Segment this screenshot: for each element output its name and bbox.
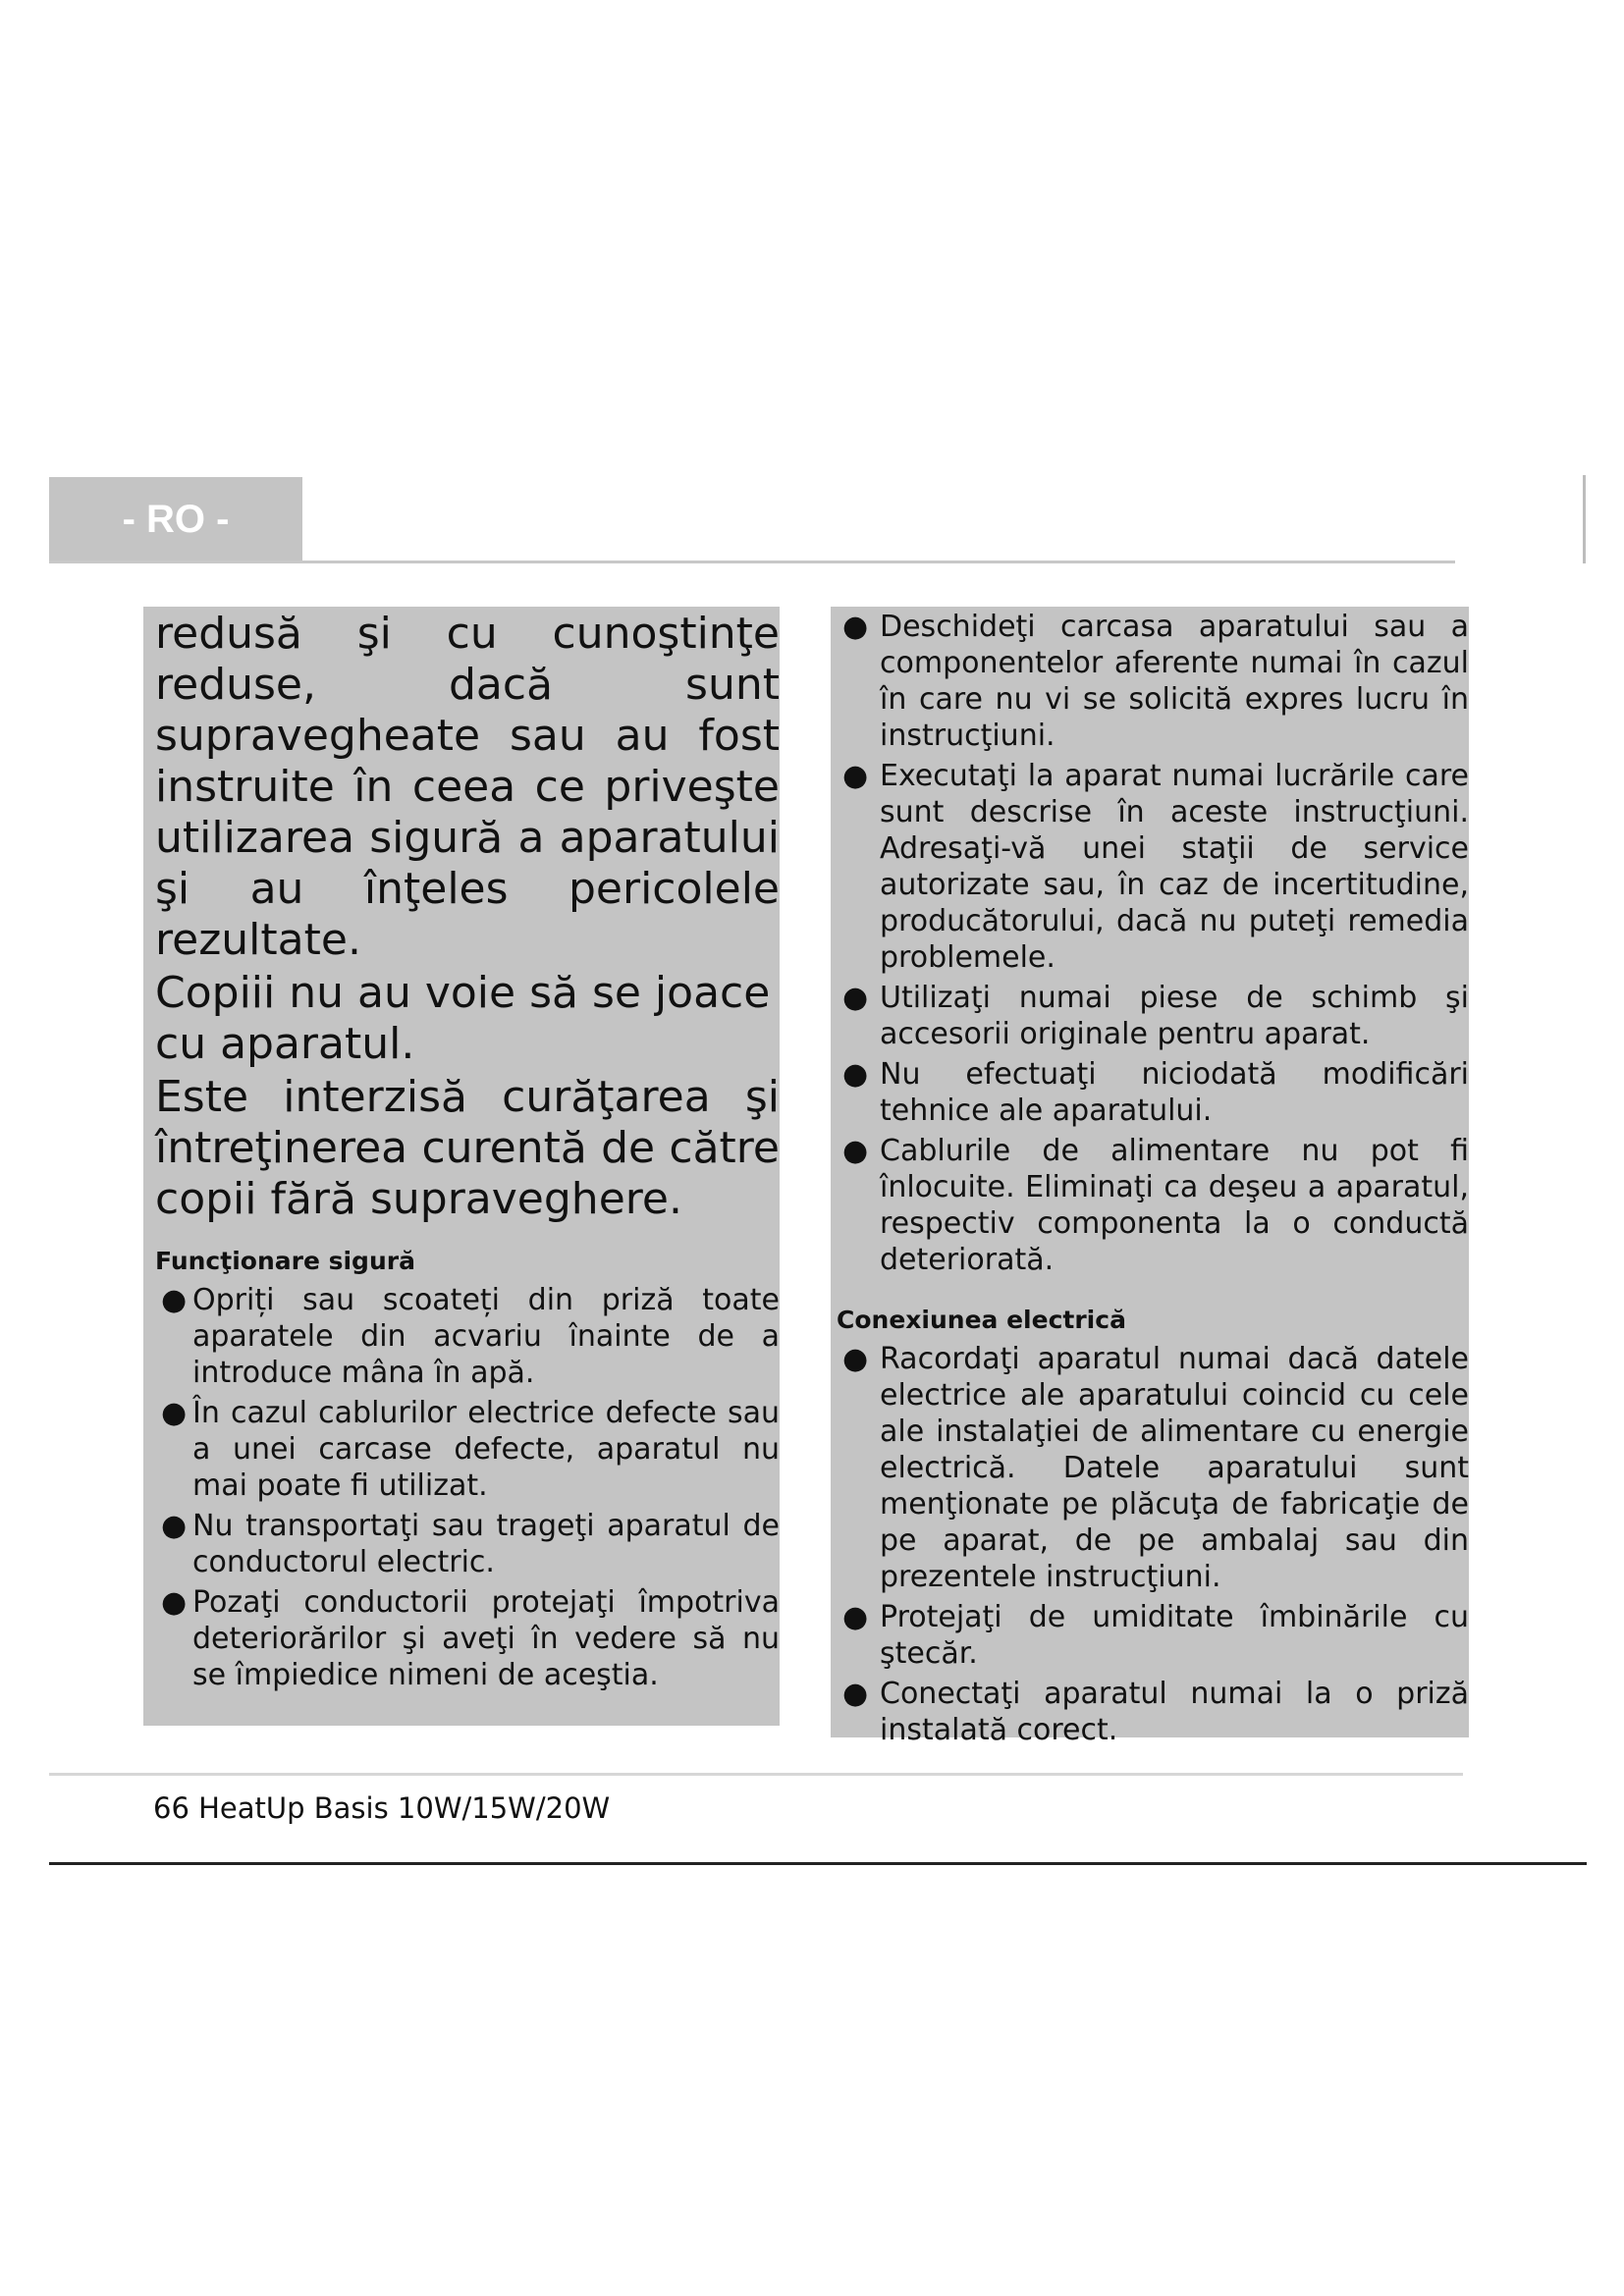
section-title-electrical-connection: Conexiunea electrică — [837, 1306, 1126, 1334]
list-item: ● Nu transportaţi sau trageţi aparatul de conductorul electric. — [161, 1509, 780, 1579]
list-item: ● Protejaţi de umiditate îmbinările cu ştecăr. — [842, 1600, 1469, 1671]
bullet-icon: ● — [842, 759, 869, 793]
bullet-icon: ● — [842, 1057, 869, 1092]
section-title-safe-operation: Funcţionare sigură — [155, 1247, 415, 1275]
bullet-icon: ● — [842, 1134, 869, 1168]
bullet-icon: ● — [161, 1509, 188, 1543]
bullet-icon: ● — [161, 1585, 188, 1620]
children-cleaning-paragraph: Este interzisă curăţarea şi întreţinerea curentă de către copii fără supraveghere. — [155, 1072, 780, 1224]
list-item: ● Executaţi la aparat numai lucrările care sunt descrise în aceste instrucţiuni. Adresaţi-vă unei staţii de service autorizate sau, în caz de incertitudine, producătorului, dacă nu puteţi remedia problemele. — [842, 759, 1469, 975]
bullet-icon: ● — [161, 1396, 188, 1430]
right-column — [831, 607, 1469, 1747]
list-item: ● Utilizaţi numai piese de schimb şi accesorii originale pentru aparat. — [842, 981, 1469, 1051]
bullet-icon: ● — [842, 981, 869, 1015]
safe-operation-list — [155, 1282, 780, 1693]
intro-paragraph: redusă şi cu cunoştinţe reduse, dacă sunt supravegheate sau au fost instruite în ceea ce priveşte utilizarea sigură a aparatului şi au înţeles pericolele rezultate. — [155, 609, 780, 965]
margin-mark — [1583, 475, 1586, 563]
general-safety-list — [837, 609, 1469, 1278]
language-tab: - RO - — [49, 477, 302, 561]
bullet-icon: ● — [842, 1677, 869, 1711]
bullet-icon: ● — [842, 1342, 869, 1376]
bullet-icon: ● — [161, 1283, 188, 1317]
list-item: ● Racordaţi aparatul numai dacă datele electrice ale aparatului coincid cu cele ale instalaţiei de alimentare cu energie electrică. Datele aparatului sunt menţionate pe plăcuţa de fabricaţie de pe aparat, de pe ambalaj sau din prezentele instrucţiuni. — [842, 1342, 1469, 1594]
children-play-paragraph: Copiii nu au voie să se joace cu aparatul. — [155, 968, 771, 1069]
list-item: ● Conectaţi aparatul numai la o priză instalată corect. — [842, 1677, 1469, 1747]
list-item: ● Nu efectuaţi niciodată modificări tehnice ale aparatului. — [842, 1057, 1469, 1128]
bullet-icon: ● — [842, 610, 869, 644]
footer-rule — [49, 1773, 1463, 1776]
list-item: ● Pozaţi conductorii protejaţi împotriva deteriorărilor şi aveţi în vedere să nu se împiedice nimeni de aceştia. — [161, 1585, 780, 1692]
list-item: ● Deschideţi carcasa aparatului sau a componentelor aferente numai în cazul în care nu vi se solicită expres lucru în instrucţiuni. — [842, 610, 1469, 753]
electrical-connection-list — [837, 1341, 1469, 1748]
list-item: ● În cazul cablurilor electrice defecte sau a unei carcase defecte, aparatul nu mai poate fi utilizat. — [161, 1396, 780, 1503]
bullet-icon: ● — [842, 1600, 869, 1634]
header-rule — [49, 561, 1455, 563]
list-item: ● Opriți sau scoateți din priză toate aparatele din acvariu înainte de a introduce mâna în apă. — [161, 1283, 780, 1390]
bottom-rule — [49, 1862, 1587, 1865]
page-footer: 66 HeatUp Basis 10W/15W/20W — [153, 1791, 611, 1825]
list-item: ● Cablurile de alimentare nu pot fi înlocuite. Eliminaţi ca deşeu a aparatul, respectiv componenta la o conductă deteriorată. — [842, 1134, 1469, 1277]
left-column — [143, 607, 780, 1726]
